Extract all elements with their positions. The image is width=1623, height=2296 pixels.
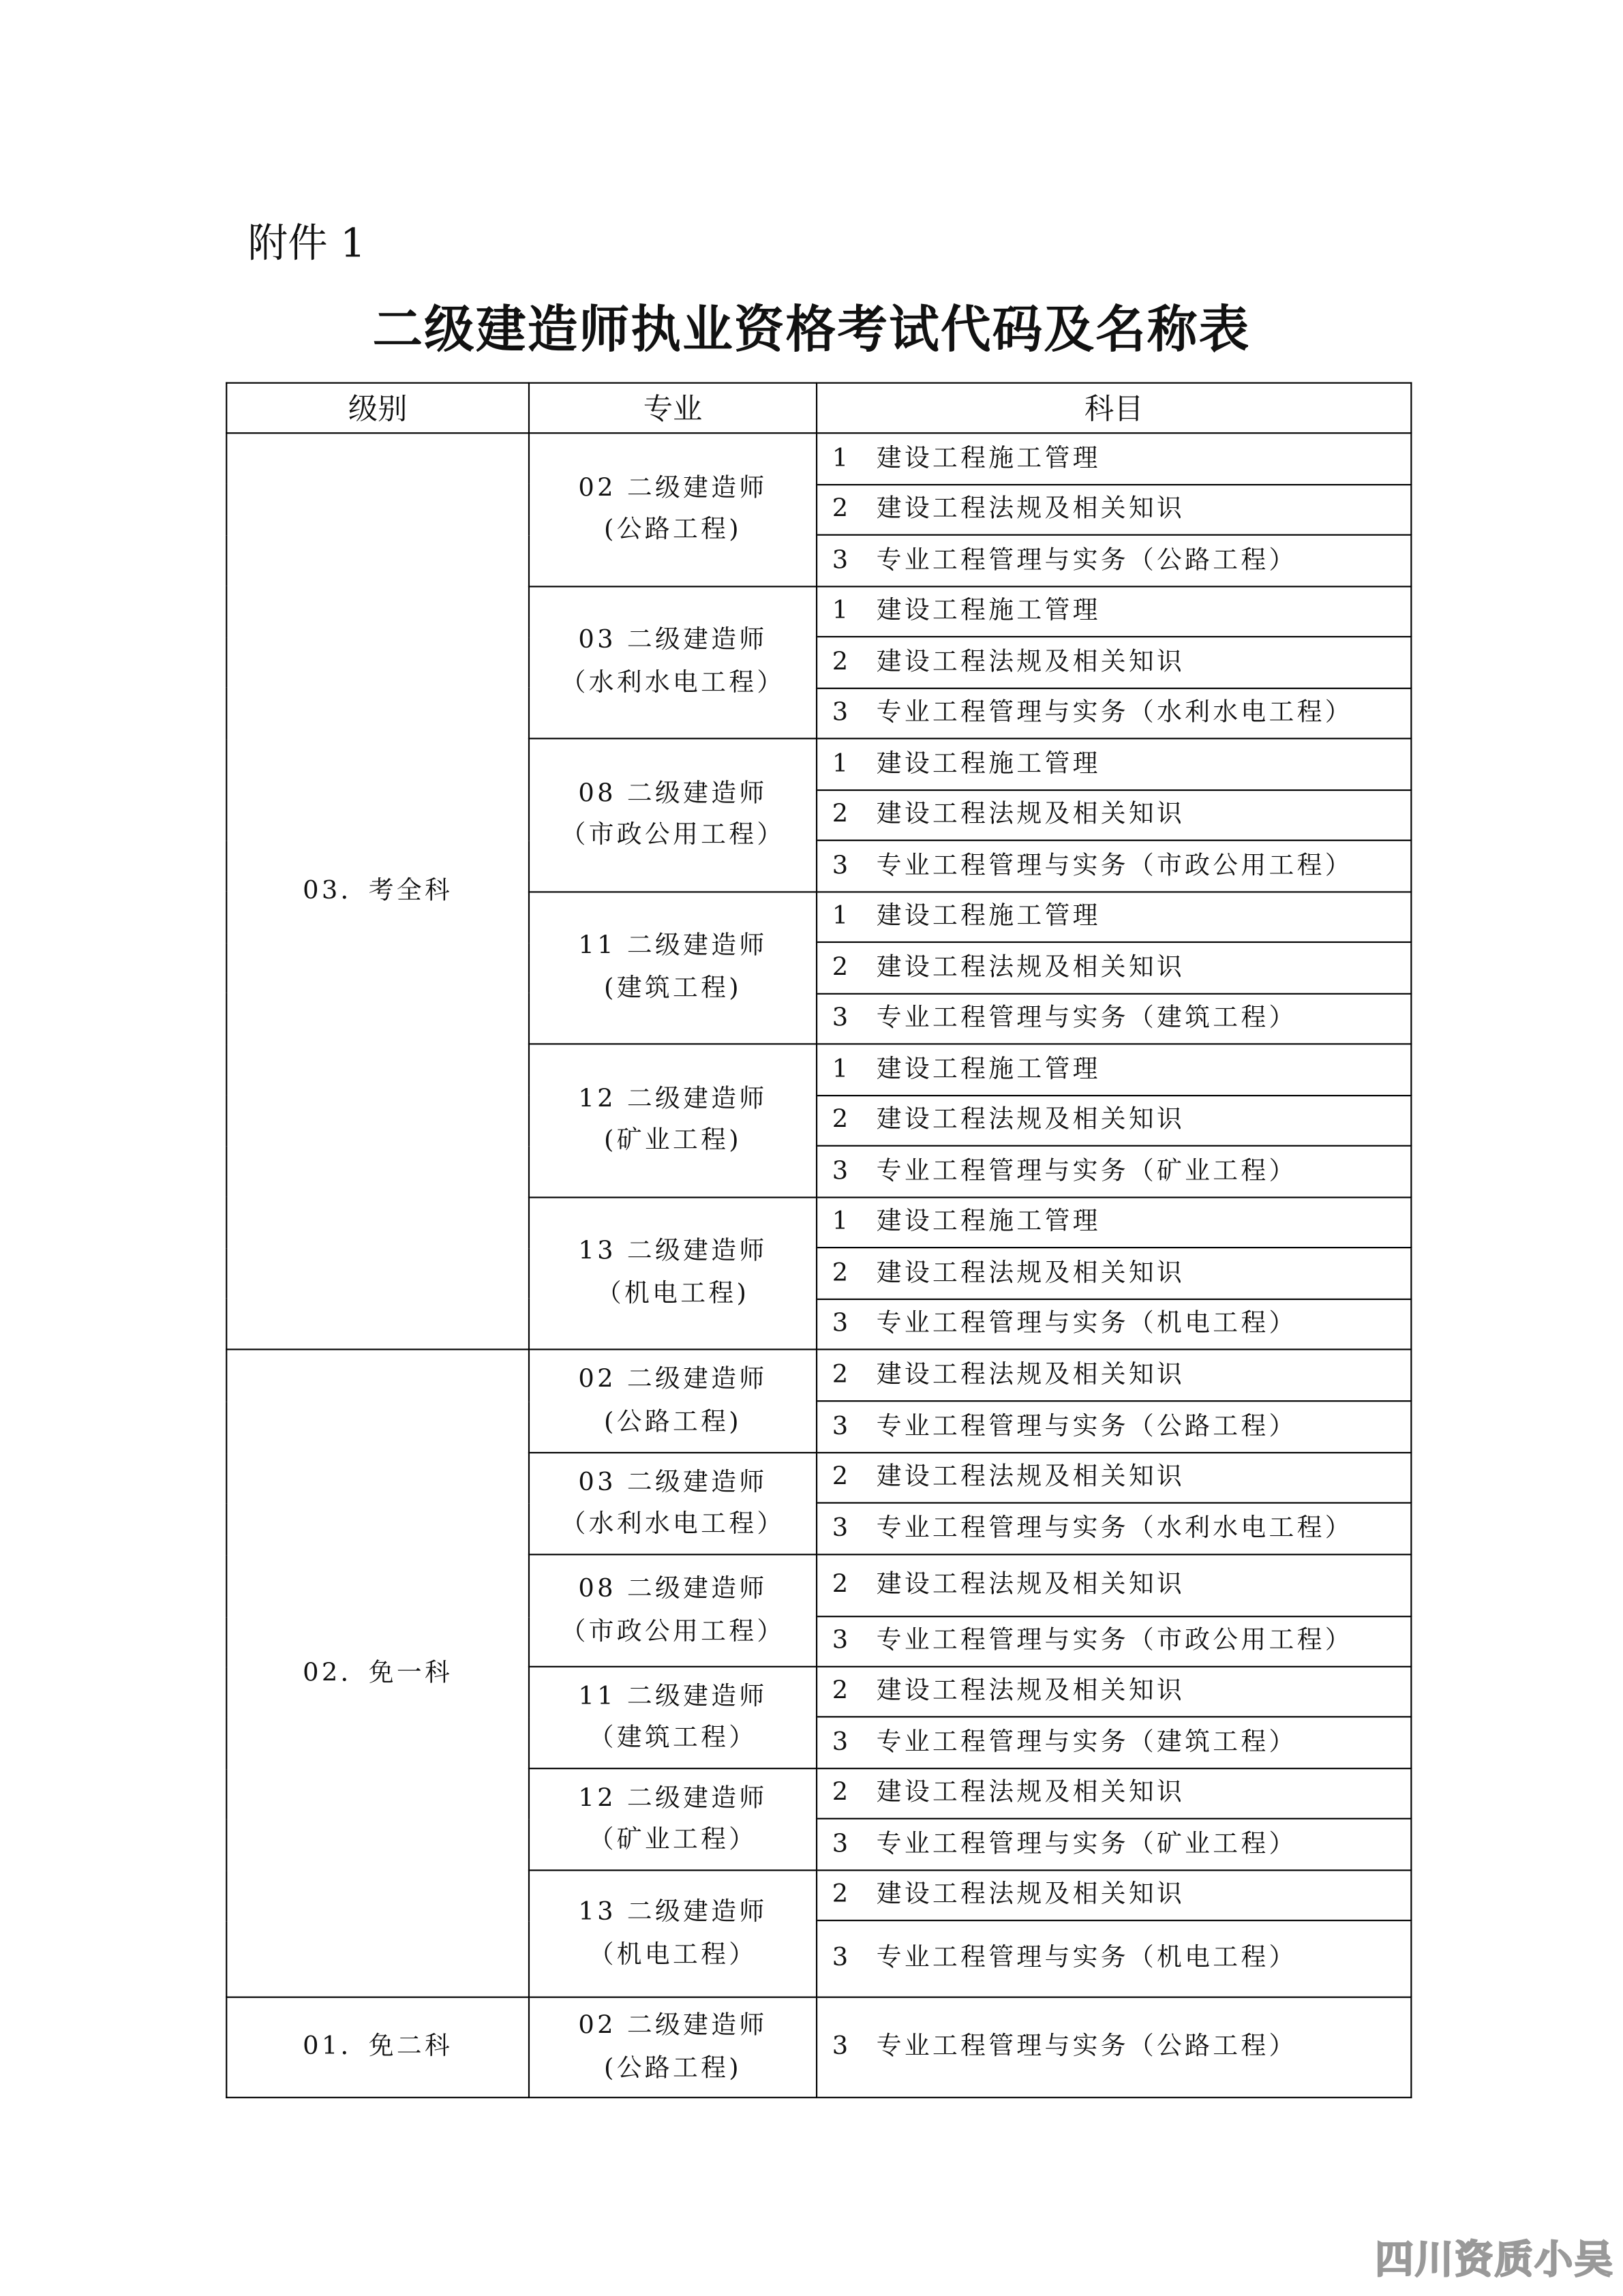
subject-name: 建设工程施工管理	[876, 443, 1101, 473]
table-row	[226, 433, 1411, 484]
subject-cell	[817, 1248, 1411, 1299]
major-name: (公路工程)	[604, 515, 742, 545]
major-code: 08 二级建造师	[578, 779, 768, 809]
subject-number: 2	[832, 1676, 851, 1706]
subject-name: 建设工程法规及相关知识	[876, 1462, 1185, 1492]
subject-name: 建设工程法规及相关知识	[876, 494, 1185, 524]
major-code: 08 二级建造师	[578, 1574, 768, 1605]
subject-cell	[817, 535, 1411, 586]
major-code: 02 二级建造师	[578, 1365, 768, 1395]
major-name: （建筑工程）	[588, 1723, 757, 1753]
subject-cell	[817, 1349, 1411, 1401]
major-cell	[529, 433, 817, 586]
subject-name: 建设工程法规及相关知识	[876, 1778, 1185, 1809]
subject-name: 建设工程法规及相关知识	[876, 800, 1185, 830]
major-code: 12 二级建造师	[578, 1783, 768, 1813]
major-cell	[529, 586, 817, 738]
document-title: 二级建造师执业资格考试代码及名称表	[372, 301, 1251, 361]
watermark: 四川资质小吴	[1375, 2238, 1614, 2283]
subject-number: 1	[832, 1207, 851, 1237]
subject-name: 建设工程施工管理	[876, 1207, 1101, 1237]
major-cell	[529, 1554, 817, 1667]
major-name: (建筑工程)	[604, 973, 742, 1003]
subject-number: 3	[832, 545, 851, 575]
subject-name: 专业工程管理与实务（水利水电工程）	[876, 697, 1353, 728]
subject-name: 建设工程施工管理	[876, 596, 1101, 626]
subject-number: 3	[832, 2032, 851, 2062]
major-cell	[529, 1349, 817, 1453]
major-name: （水利水电工程）	[560, 1509, 785, 1539]
level-cell: 03．考全科	[226, 433, 529, 1349]
subject-number: 1	[832, 901, 851, 931]
subject-number: 2	[832, 494, 851, 524]
subject-cell	[817, 1768, 1411, 1819]
major-code: 02 二级建造师	[578, 2011, 768, 2041]
major-code: 13 二级建造师	[578, 1237, 768, 1267]
subject-name: 建设工程法规及相关知识	[876, 647, 1185, 677]
subject-name: 建设工程施工管理	[876, 1054, 1101, 1084]
major-cell	[529, 1453, 817, 1554]
major-cell	[529, 1871, 817, 1997]
major-code: 02 二级建造师	[578, 473, 768, 503]
subject-number: 2	[832, 1778, 851, 1809]
major-name: （市政公用工程）	[560, 821, 785, 851]
major-name: （市政公用工程）	[560, 1616, 785, 1646]
subject-cell	[817, 1997, 1411, 2098]
subject-name: 专业工程管理与实务（市政公用工程）	[876, 850, 1353, 881]
subject-name: 建设工程法规及相关知识	[876, 1676, 1185, 1706]
level-cell: 01．免二科	[226, 1997, 529, 2098]
subject-cell	[817, 1871, 1411, 1921]
subject-cell	[817, 789, 1411, 841]
subject-number: 3	[832, 1626, 851, 1657]
level-cell: 02．免一科	[226, 1349, 529, 1997]
subject-cell	[817, 841, 1411, 892]
major-name: (公路工程)	[604, 2053, 742, 2083]
table-body	[226, 433, 1411, 2098]
subject-name: 专业工程管理与实务（矿业工程）	[876, 1155, 1297, 1186]
subject-cell	[817, 1717, 1411, 1768]
subject-number: 2	[832, 1570, 851, 1600]
subject-number: 3	[832, 1411, 851, 1442]
subject-cell	[817, 1667, 1411, 1717]
major-cell	[529, 1997, 817, 2098]
subject-number: 2	[832, 1360, 851, 1390]
subject-number: 1	[832, 749, 851, 779]
subject-name: 建设工程施工管理	[876, 901, 1101, 931]
subject-name: 建设工程施工管理	[876, 749, 1101, 779]
subject-cell	[817, 738, 1411, 789]
subject-number: 3	[832, 1829, 851, 1859]
subject-cell	[817, 1196, 1411, 1248]
major-code: 11 二级建造师	[578, 1681, 768, 1711]
subject-cell	[817, 1044, 1411, 1095]
subject-name: 建设工程法规及相关知识	[876, 1258, 1185, 1288]
major-name: (矿业工程)	[604, 1126, 742, 1156]
header-level: 级别	[226, 383, 529, 434]
subject-name: 建设工程法规及相关知识	[876, 952, 1185, 982]
table-header-row	[226, 383, 1411, 434]
subject-name: 专业工程管理与实务（公路工程）	[876, 2032, 1297, 2062]
subject-name: 专业工程管理与实务（市政公用工程）	[876, 1626, 1353, 1657]
major-name: （机电工程）	[588, 1939, 757, 1969]
subject-name: 专业工程管理与实务（公路工程）	[876, 545, 1297, 575]
subject-name: 专业工程管理与实务（机电工程）	[876, 1944, 1297, 1974]
subject-cell	[817, 1616, 1411, 1667]
subject-number: 3	[832, 1513, 851, 1543]
subject-number: 3	[832, 1155, 851, 1186]
subject-name: 专业工程管理与实务（水利水电工程）	[876, 1513, 1353, 1543]
subject-name: 专业工程管理与实务（建筑工程）	[876, 1003, 1297, 1033]
subject-cell	[817, 1920, 1411, 1997]
subject-cell	[817, 1819, 1411, 1871]
subject-number: 3	[832, 697, 851, 728]
major-code: 03 二级建造师	[578, 626, 768, 656]
subject-name: 建设工程法规及相关知识	[876, 1880, 1185, 1910]
subject-name: 建设工程法规及相关知识	[876, 1570, 1185, 1600]
subject-number: 2	[832, 952, 851, 982]
subject-number: 2	[832, 647, 851, 677]
exam-code-table	[226, 382, 1412, 2098]
major-code: 13 二级建造师	[578, 1897, 768, 1928]
subject-number: 2	[832, 1258, 851, 1288]
subject-cell	[817, 993, 1411, 1044]
table-row	[226, 1997, 1411, 2098]
major-cell	[529, 738, 817, 891]
subject-cell	[817, 586, 1411, 637]
subject-cell	[817, 637, 1411, 688]
subject-cell	[817, 1453, 1411, 1503]
major-name: (公路工程)	[604, 1406, 742, 1437]
subject-number: 3	[832, 1309, 851, 1339]
major-code: 12 二级建造师	[578, 1084, 768, 1114]
subject-cell	[817, 484, 1411, 535]
major-code: 03 二级建造师	[578, 1467, 768, 1498]
subject-name: 专业工程管理与实务（机电工程）	[876, 1309, 1297, 1339]
subject-cell	[817, 891, 1411, 942]
subject-name: 专业工程管理与实务（矿业工程）	[876, 1829, 1297, 1859]
subject-number: 2	[832, 1105, 851, 1135]
subject-cell	[817, 688, 1411, 739]
attachment-label: 附件 1	[247, 221, 366, 267]
subject-number: 2	[832, 800, 851, 830]
major-cell	[529, 1044, 817, 1196]
subject-cell	[817, 1554, 1411, 1616]
major-cell	[529, 1768, 817, 1870]
subject-cell	[817, 1299, 1411, 1350]
header-subject: 科目	[817, 383, 1411, 434]
subject-name: 建设工程法规及相关知识	[876, 1105, 1185, 1135]
subject-number: 3	[832, 1003, 851, 1033]
subject-name: 专业工程管理与实务（公路工程）	[876, 1411, 1297, 1442]
major-name: （矿业工程）	[588, 1825, 757, 1855]
subject-cell	[817, 1401, 1411, 1453]
subject-number: 1	[832, 596, 851, 626]
subject-number: 3	[832, 1944, 851, 1974]
table-row	[226, 1349, 1411, 1401]
subject-cell	[817, 1095, 1411, 1146]
subject-cell	[817, 942, 1411, 993]
major-cell	[529, 891, 817, 1044]
subject-number: 3	[832, 850, 851, 881]
header-major: 专业	[529, 383, 817, 434]
subject-number: 1	[832, 1054, 851, 1084]
subject-cell	[817, 1146, 1411, 1197]
major-cell	[529, 1196, 817, 1349]
subject-cell	[817, 433, 1411, 484]
subject-number: 2	[832, 1462, 851, 1492]
major-code: 11 二级建造师	[578, 931, 768, 961]
subject-name: 建设工程法规及相关知识	[876, 1360, 1185, 1390]
subject-name: 专业工程管理与实务（建筑工程）	[876, 1727, 1297, 1757]
major-name: （水利水电工程）	[560, 667, 785, 698]
subject-number: 3	[832, 1727, 851, 1757]
subject-cell	[817, 1503, 1411, 1555]
subject-number: 2	[832, 1880, 851, 1910]
major-name: （机电工程)	[596, 1279, 750, 1309]
major-cell	[529, 1667, 817, 1768]
subject-number: 1	[832, 443, 851, 473]
